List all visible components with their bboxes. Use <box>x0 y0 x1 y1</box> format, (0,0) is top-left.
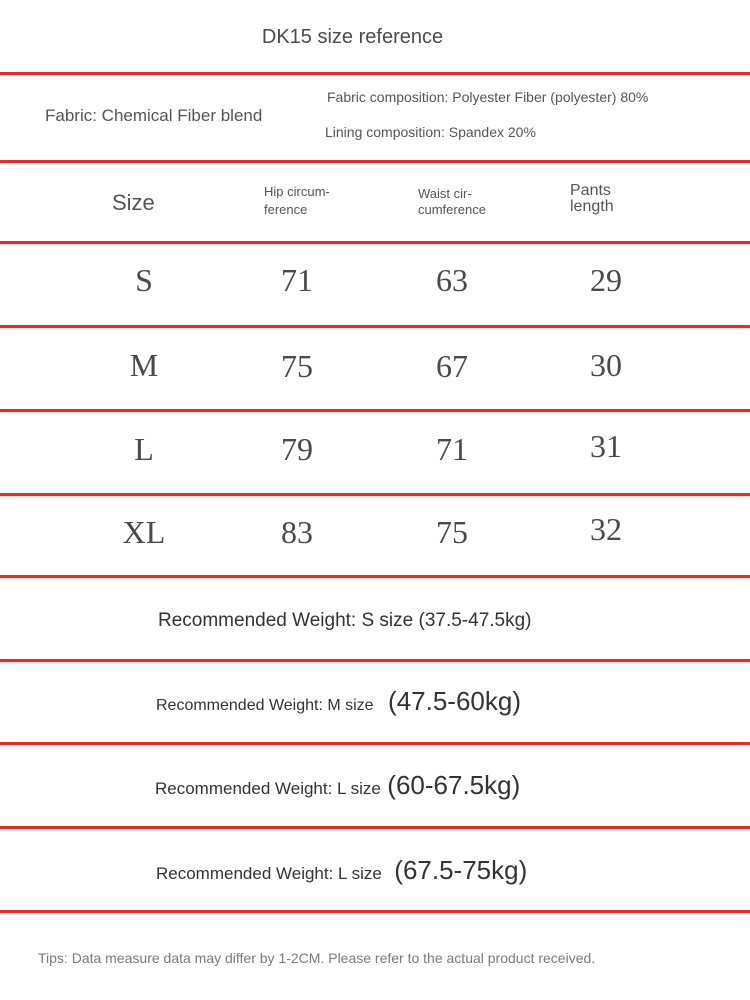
divider <box>0 575 750 578</box>
header-waist <box>418 186 486 218</box>
fabric-composition: Fabric composition: Polyester Fiber (polyester) 80% <box>327 89 649 105</box>
header-hip-line2: ference <box>264 202 308 217</box>
row-size-cell: XL <box>122 514 166 550</box>
row-hip-cell: 79 <box>281 431 313 467</box>
weight-s-label: Recommended Weight: S size (37.5-47.5kg) <box>158 610 532 631</box>
row-length-cell: 32 <box>590 511 622 547</box>
weight-m-label: Recommended Weight: M size <box>156 697 374 714</box>
header-pants-line2: length <box>570 198 614 215</box>
header-size: Size <box>112 190 155 215</box>
weight-row-s <box>158 610 718 632</box>
fabric-label: Fabric: Chemical Fiber blend <box>45 106 263 125</box>
weight-row-m <box>156 686 716 717</box>
page-title: DK15 size reference <box>261 26 444 48</box>
header-pants-length <box>570 183 614 215</box>
row-size-cell: L <box>134 431 154 467</box>
divider <box>0 409 750 412</box>
header-pants-line1: Pants <box>570 182 611 199</box>
row-size-cell: S <box>135 262 153 298</box>
header-waist-line1: Waist cir- <box>418 186 472 201</box>
tips-note: Tips: Data measure data may differ by 1-2CM. Please refer to the actual product received. <box>38 950 596 966</box>
weight-l-range: (60-67.5kg) <box>387 770 521 800</box>
divider <box>0 72 750 75</box>
divider <box>0 910 750 913</box>
weight-l2-label: Recommended Weight: L size <box>156 864 382 883</box>
divider <box>0 325 750 328</box>
divider <box>0 826 750 829</box>
weight-m-range: (47.5-60kg) <box>388 686 521 716</box>
weight-l-label: Recommended Weight: L size <box>155 779 381 798</box>
row-hip-cell: 71 <box>281 262 313 298</box>
row-waist-cell: 63 <box>436 262 468 298</box>
row-hip-cell: 75 <box>281 348 313 384</box>
weight-row-l2 <box>156 855 716 886</box>
row-length-cell: 31 <box>590 428 622 464</box>
lining-composition: Lining composition: Spandex 20% <box>325 124 536 140</box>
row-size-cell: M <box>129 347 159 383</box>
divider <box>0 742 750 745</box>
row-waist-cell: 71 <box>436 431 468 467</box>
divider <box>0 493 750 496</box>
header-hip <box>264 183 330 219</box>
row-length-cell: 30 <box>590 347 622 383</box>
weight-row-l <box>155 770 715 801</box>
header-hip-line1: Hip circum- <box>264 184 330 199</box>
row-waist-cell: 75 <box>436 514 468 550</box>
divider <box>0 659 750 662</box>
row-length-cell: 29 <box>590 262 622 298</box>
divider <box>0 160 750 163</box>
divider <box>0 241 750 244</box>
row-hip-cell: 83 <box>281 514 313 550</box>
row-waist-cell: 67 <box>436 348 468 384</box>
weight-l2-range: (67.5-75kg) <box>394 855 528 885</box>
header-waist-line2: cumference <box>418 202 486 217</box>
